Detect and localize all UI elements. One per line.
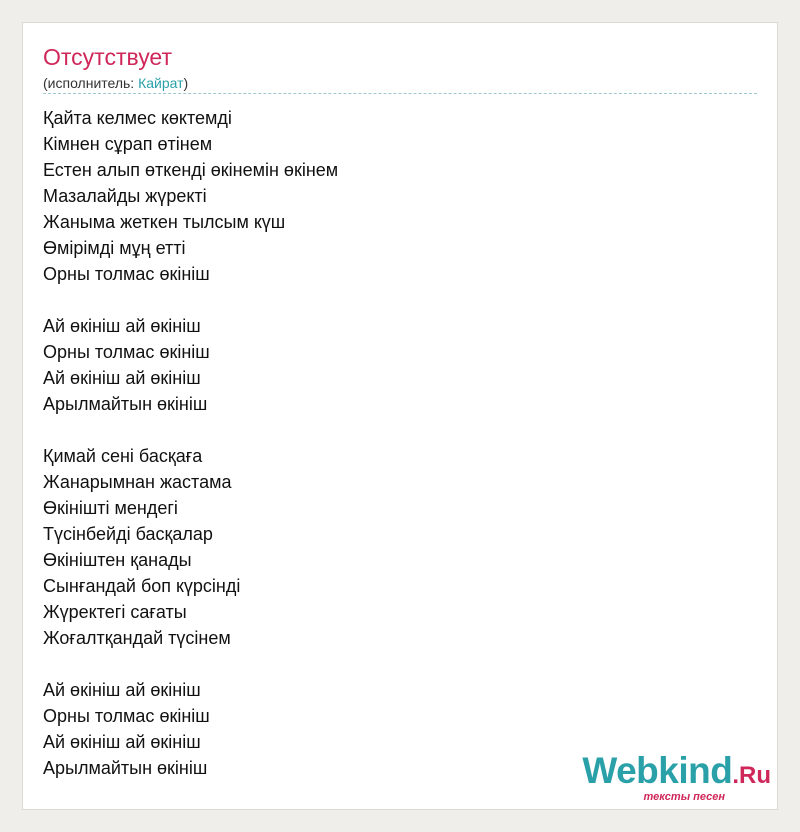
- lyric-line: Орны толмас өкініш: [43, 264, 210, 284]
- lyric-line: Ай өкініш ай өкініш: [43, 732, 201, 752]
- logo-tagline: тексты песен: [643, 791, 725, 803]
- lyric-line: Естен алып өткенді өкінемін өкінем: [43, 160, 339, 180]
- logo-wordmark: [582, 751, 771, 796]
- lyric-line: Жоғалтқандай түсінем: [43, 628, 231, 648]
- stanza: [43, 105, 338, 287]
- performer-prefix: (исполнитель:: [43, 75, 139, 91]
- lyric-line: Арылмайтын өкініш: [43, 758, 208, 778]
- lyric-line: Жүректегі сағаты: [43, 602, 187, 622]
- lyric-line: Өкініштен қанады: [43, 550, 192, 570]
- stanza: [43, 313, 338, 417]
- logo-tld: .Ru: [732, 762, 771, 789]
- lyric-line: Ай өкініш ай өкініш: [43, 368, 201, 388]
- lyric-line: Ай өкініш ай өкініш: [43, 680, 201, 700]
- webkind-logo[interactable]: [571, 749, 771, 809]
- lyric-line: Мазалайды жүректі: [43, 186, 207, 206]
- lyric-line: Өмірімді мұң етті: [43, 238, 186, 258]
- lyrics-body: [43, 105, 338, 807]
- lyric-line: Жаныма жеткен тылсым күш: [43, 212, 286, 232]
- lyric-line: Кімнен сұрап өтінем: [43, 134, 213, 154]
- lyric-line: Өкінішті мендегі: [43, 498, 178, 518]
- stanza: [43, 677, 338, 781]
- performer-line: [43, 74, 188, 92]
- lyric-line: Орны толмас өкініш: [43, 342, 210, 362]
- artist-link[interactable]: Кайрат: [138, 75, 184, 91]
- stanza: [43, 443, 338, 651]
- logo-name: Webkind: [582, 750, 733, 791]
- lyric-line: Ай өкініш ай өкініш: [43, 316, 201, 336]
- lyric-line: Қайта келмес көктемді: [43, 108, 232, 128]
- lyric-line: Сынғандай боп күрсінді: [43, 576, 241, 596]
- lyric-line: Қимай сені басқаға: [43, 446, 203, 466]
- lyric-line: Түсінбейді басқалар: [43, 524, 213, 544]
- song-title: Отсутствует: [43, 44, 172, 70]
- lyrics-card: [22, 22, 778, 810]
- lyric-line: Жанарымнан жастама: [43, 472, 232, 492]
- lyric-line: Орны толмас өкініш: [43, 706, 210, 726]
- dashed-divider: [43, 93, 757, 94]
- performer-suffix: ): [183, 75, 189, 91]
- lyric-line: Арылмайтын өкініш: [43, 394, 208, 414]
